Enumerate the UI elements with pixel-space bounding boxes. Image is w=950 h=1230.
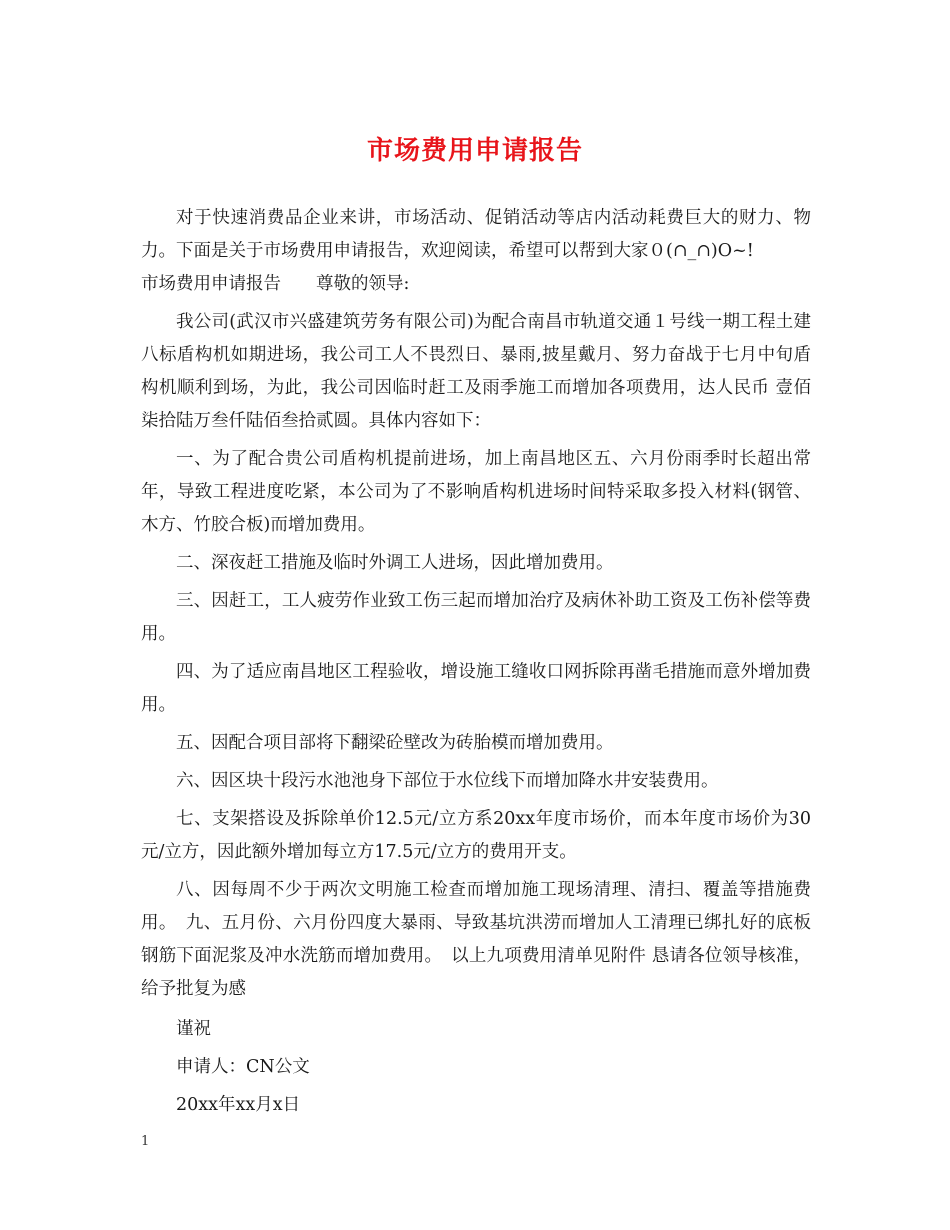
item-5-paragraph: 五、因配合项目部将下翻梁砼壁改为砖胎模而增加费用。 xyxy=(176,733,614,753)
document-title: 市场费用申请报告 xyxy=(366,136,583,166)
document-body xyxy=(141,202,811,1011)
item-4-paragraph: 四、为了适应南昌地区工程验收，增设施工缝收口网拆除再凿毛措施而意外增加费用。 xyxy=(141,662,811,715)
item-1-paragraph: 一、为了配合贵公司盾构机提前进场，加上南昌地区五、六月份雨季时长超出常年，导致工程进度吃紧，本公司为了不影响盾构机进场时间特采取多投入材料(钢管、木方、竹胶合板)而增加费用。 xyxy=(141,449,811,535)
salutation-line: 市场费用申请报告 尊敬的领导: xyxy=(141,274,410,294)
date-line: 20xx年xx月x日 xyxy=(176,1095,301,1115)
body-paragraph: 我公司(武汉市兴盛建筑劳务有限公司)为配合南昌市轨道交通１号线一期工程土建八标盾构机如期进场，我公司工人不畏烈日、暴雨,披星戴月、努力奋战于七月中旬盾构机顺利到场，为此，我公司因临时赶工及雨季施工而增加各项费用，达人民币 壹佰柒拾陆万叁仟陆佰叁拾贰圆。具体内容如下： xyxy=(141,312,811,431)
page-number: 1 xyxy=(141,1134,150,1149)
intro-paragraph: 对于快速消费品企业来讲，市场活动、促销活动等店内活动耗费巨大的财力、物力。下面是关于市场费用申请报告，欢迎阅读，希望可以帮到大家０(∩_∩)O~! xyxy=(141,208,811,261)
item-6-paragraph: 六、因区块十段污水池池身下部位于水位线下而增加降水井安装费用。 xyxy=(176,771,719,791)
item-8-9-paragraph: 八、因每周不少于两次文明施工检查而增加施工现场清理、清扫、覆盖等措施费用。 九、五月份、六月份四度大暴雨、导致基坑洪涝而增加人工清理已绑扎好的底板钢筋下面泥浆及冲水洗筋而增加费用。 以上九项费用清单见附件 恳请各位领导核准，给予批复为感 xyxy=(141,880,811,999)
closing-block xyxy=(176,1010,310,1124)
applicant-line: 申请人：CN公文 xyxy=(176,1057,310,1077)
closing-salutation: 谨祝 xyxy=(176,1019,211,1039)
item-2-paragraph: 二、深夜赶工措施及临时外调工人进场，因此增加费用。 xyxy=(176,553,614,573)
item-3-paragraph: 三、因赶工，工人疲劳作业致工伤三起而增加治疗及病休补助工资及工伤补偿等费用。 xyxy=(141,591,811,644)
item-7-paragraph: 七、支架搭设及拆除单价12.5元/立方系20xx年度市场价，而本年度市场价为30元/立方，因此额外增加每立方17.5元/立方的费用开支。 xyxy=(141,809,811,862)
